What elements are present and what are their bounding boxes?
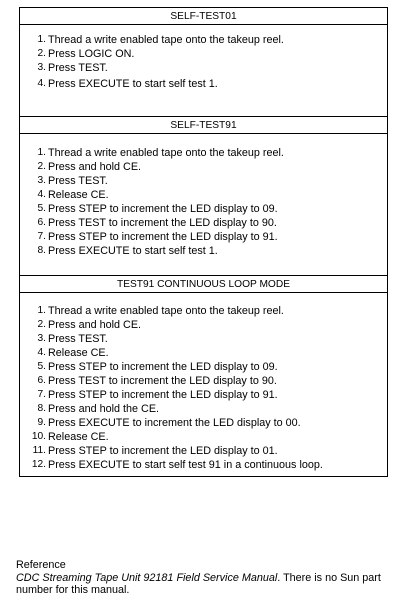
step-text: Press STEP to increment the LED display to 09. [48, 203, 278, 215]
step-text: Thread a write enabled tape onto the takeup reel. [48, 305, 284, 317]
list-item [20, 244, 387, 258]
list-item [20, 416, 387, 430]
step-number: 5. [37, 203, 46, 214]
step-text: Release CE. [48, 347, 109, 359]
list-item [20, 188, 387, 202]
section-test91-continuous-loop-mode [20, 275, 387, 472]
step-text: Press TEST. [48, 333, 108, 345]
step-number: 4. [37, 347, 46, 358]
step-list [20, 293, 387, 472]
reference-note [16, 559, 392, 597]
step-text: Press STEP to increment the LED display to 09. [48, 361, 278, 373]
step-text: Press TEST. [48, 175, 108, 187]
step-text: Thread a write enabled tape onto the takeup reel. [48, 34, 284, 46]
section-header: SELF-TEST91 [20, 117, 387, 134]
list-item [20, 230, 387, 244]
step-number: 5. [37, 361, 46, 372]
step-number: 2. [37, 48, 46, 59]
list-item [20, 360, 387, 374]
section-header: TEST91 CONTINUOUS LOOP MODE [20, 276, 387, 293]
reference-label: Reference [16, 559, 66, 571]
step-text: Press TEST. [48, 62, 108, 74]
list-item [20, 430, 387, 444]
step-number: 2. [37, 319, 46, 330]
list-item [20, 402, 387, 416]
step-text: Press TEST to increment the LED display to 90. [48, 217, 277, 229]
reference-manual-title: CDC Streaming Tape Unit 92181 Field Service Manual [16, 571, 278, 584]
step-text: Release CE. [48, 189, 109, 201]
step-number: 12. [31, 459, 46, 470]
list-item [20, 374, 387, 388]
step-number: 3. [37, 175, 46, 186]
list-item [20, 304, 387, 318]
reference-manual-note: . There is no Sun part number for this manual. [16, 571, 381, 597]
step-text: Press EXECUTE to increment the LED display to 00. [48, 417, 301, 429]
step-text: Press EXECUTE to start self test 1. [48, 245, 218, 257]
step-text: Press STEP to increment the LED display to 01. [48, 445, 278, 457]
step-number: 3. [37, 62, 46, 73]
step-text: Press EXECUTE to start self test 1. [48, 78, 218, 90]
list-item [20, 47, 387, 61]
section-self-test91 [20, 116, 387, 258]
step-text: Press EXECUTE to start self test 91 in a continuous loop. [48, 459, 323, 471]
list-item [20, 458, 387, 472]
list-item [20, 33, 387, 47]
step-text: Press TEST to increment the LED display to 90. [48, 375, 277, 387]
step-text: Press STEP to increment the LED display to 91. [48, 231, 278, 243]
step-text: Press LOGIC ON. [48, 48, 135, 60]
section-self-test01 [20, 8, 387, 89]
self-test-procedures-table [19, 7, 388, 477]
list-item [20, 444, 387, 458]
step-number: 6. [37, 217, 46, 228]
step-number: 10. [31, 431, 46, 442]
list-item [20, 61, 387, 75]
section-header: SELF-TEST01 [20, 8, 387, 25]
step-text: Press and hold CE. [48, 319, 142, 331]
step-number: 7. [37, 389, 46, 400]
list-item [20, 388, 387, 402]
step-number: 7. [37, 231, 46, 242]
step-text: Press and hold CE. [48, 161, 142, 173]
step-list [20, 134, 387, 258]
step-number: 1. [37, 305, 46, 316]
list-item [20, 318, 387, 332]
list-item [20, 346, 387, 360]
list-item [20, 146, 387, 160]
list-item [20, 174, 387, 188]
step-text: Thread a write enabled tape onto the takeup reel. [48, 147, 284, 159]
step-number: 4. [37, 189, 46, 200]
step-number: 8. [37, 245, 46, 256]
step-number: 1. [37, 147, 46, 158]
list-item [20, 202, 387, 216]
step-number: 6. [37, 375, 46, 386]
step-text: Press and hold the CE. [48, 403, 160, 415]
list-item [20, 216, 387, 230]
step-text: Release CE. [48, 431, 109, 443]
step-number: 1. [37, 34, 46, 45]
step-list [20, 25, 387, 89]
step-number: 2. [37, 161, 46, 172]
step-number: 8. [37, 403, 46, 414]
list-item [20, 77, 387, 91]
step-text: Press STEP to increment the LED display to 91. [48, 389, 278, 401]
list-item [20, 160, 387, 174]
list-item [20, 332, 387, 346]
step-number: 11. [32, 445, 46, 456]
step-number: 9. [37, 417, 46, 428]
step-number: 4. [37, 78, 46, 89]
step-number: 3. [37, 333, 46, 344]
